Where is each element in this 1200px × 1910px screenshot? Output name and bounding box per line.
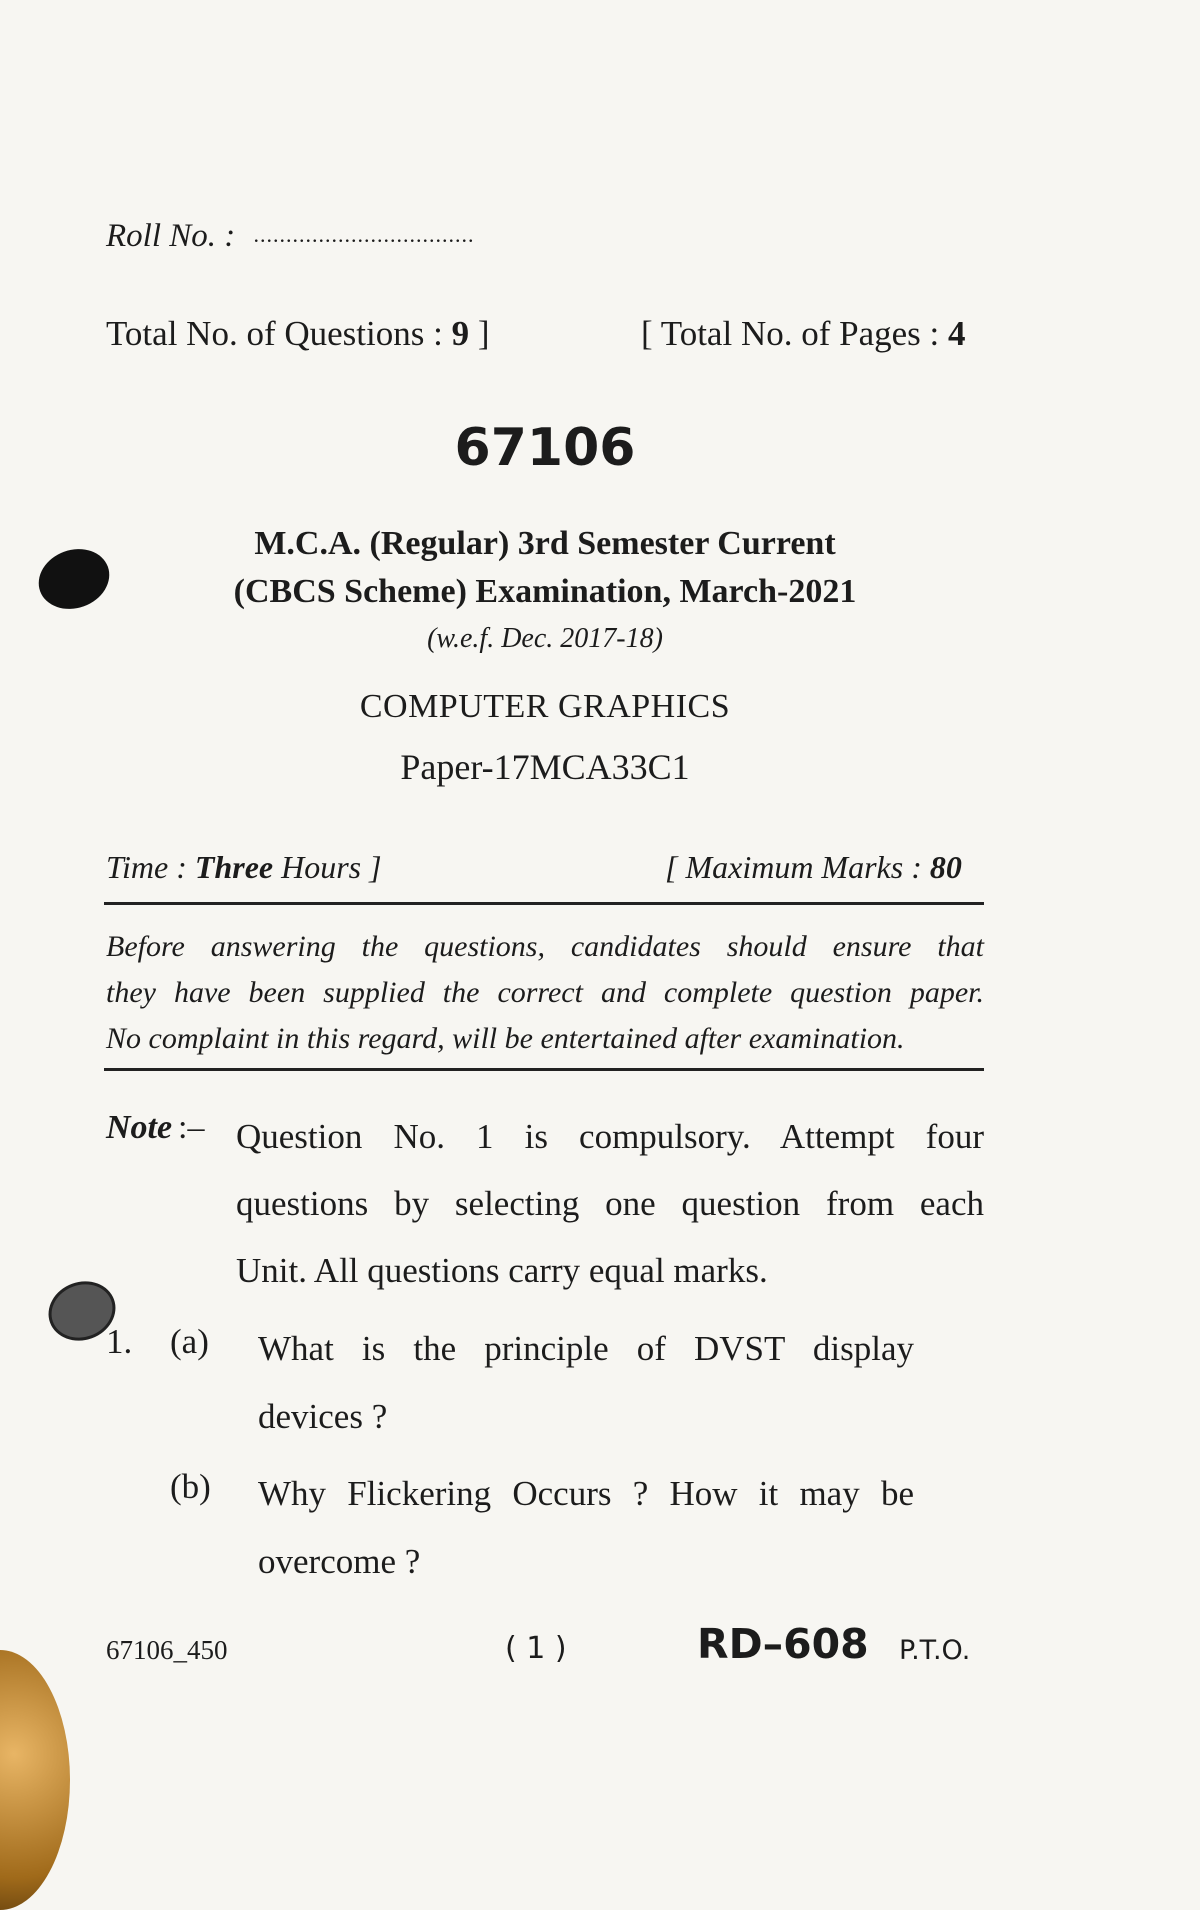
note-line: Unit. All questions carry equal marks. — [236, 1251, 768, 1290]
note-label: Note — [106, 1109, 173, 1146]
marks-label: [ Maximum Marks : — [665, 849, 922, 885]
question-line: overcome ? — [258, 1542, 421, 1581]
exam-wef: (w.e.f. Dec. 2017-18) — [427, 623, 663, 654]
marks-value: 80 — [929, 849, 962, 885]
question-line: Why Flickering Occurs ? How it may be — [258, 1474, 914, 1513]
question-line: What is the principle of DVST display — [258, 1329, 914, 1368]
time-allowed — [106, 849, 382, 886]
total-questions-label: Total No. of Questions : — [106, 314, 443, 353]
instruction-line: Before answering the questions, candidates should ensure that — [106, 930, 984, 963]
maximum-marks — [665, 849, 962, 886]
note-text — [236, 1103, 984, 1304]
time-value: Three — [194, 849, 274, 885]
instructions — [106, 924, 984, 1062]
total-pages — [641, 314, 966, 354]
roll-number — [106, 218, 475, 255]
total-questions-value: 9 — [451, 314, 470, 353]
finger-stain — [0, 1650, 70, 1910]
question-1a-text — [258, 1315, 914, 1451]
instruction-line: No complaint in this regard, will be entertained after examination. — [106, 1022, 905, 1055]
roll-dots: .................................. — [253, 222, 475, 247]
divider-bottom — [104, 1068, 984, 1071]
note-line: Question No. 1 is compulsory. Attempt four — [236, 1117, 984, 1156]
exam-title-line1: M.C.A. (Regular) 3rd Semester Current — [254, 525, 836, 562]
question-line: devices ? — [258, 1397, 388, 1436]
paper-code: Paper-17MCA33C1 — [400, 747, 690, 787]
roll-label: Roll No. : — [106, 218, 236, 254]
time-suffix: Hours ] — [281, 849, 382, 885]
total-pages-label: [ Total No. of Pages : — [641, 314, 940, 353]
total-questions: Total No. of Questions : 9 ] — [106, 314, 490, 353]
footer-page-number: ( 1 ) — [505, 1631, 567, 1666]
total-pages-value: 4 — [948, 314, 966, 353]
subject-title: COMPUTER GRAPHICS — [359, 688, 731, 725]
exam-code: 67106 — [454, 418, 636, 478]
exam-title-line2: (CBCS Scheme) Examination, March-2021 — [233, 573, 857, 610]
question-1a-label: (a) — [170, 1322, 209, 1361]
time-label: Time : — [106, 849, 187, 885]
note-line: questions by selecting one question from each — [236, 1184, 984, 1223]
question-number: 1. — [106, 1322, 133, 1361]
note-separator: :– — [178, 1109, 205, 1146]
divider-top — [104, 902, 984, 905]
footer-code: RD–608 — [697, 1620, 869, 1668]
footer-id: 67106_450 — [106, 1635, 228, 1665]
footer-pto: P.T.O. — [899, 1635, 971, 1666]
instruction-line: they have been supplied the correct and complete question paper. — [106, 976, 984, 1009]
question-1b-text — [258, 1460, 914, 1596]
question-1b-label: (b) — [170, 1467, 211, 1506]
